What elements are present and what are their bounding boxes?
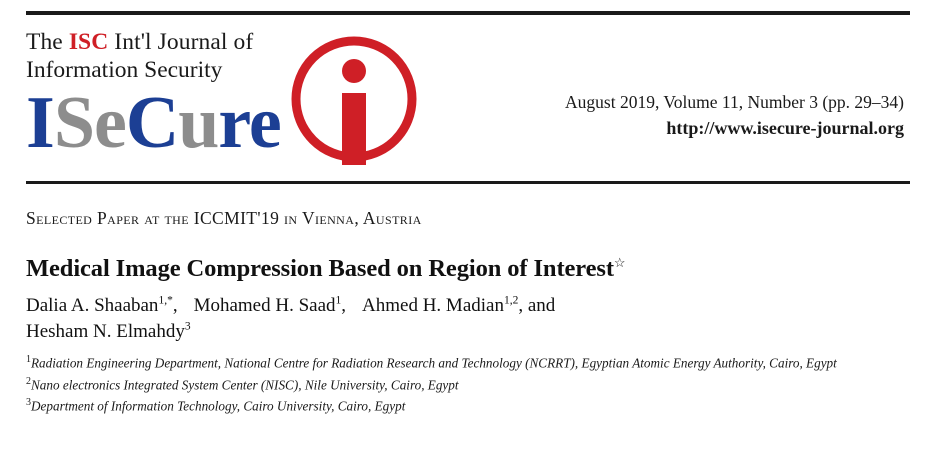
journal-header-page [0,11,936,465]
issue-date-volume: August 2019, Volume 11, Number 3 (pp. 29–34) [565,92,904,112]
wordmark-part-0: I [26,82,54,165]
isecure-emblem-icon [288,33,420,165]
affiliation-mark-0: 1 [26,354,31,366]
author-1: Mohamed H. Saad$^1$, [193,294,347,317]
journal-logo [26,15,446,165]
issue-info [565,15,910,142]
author-name-2: Ahmed H. Madian [362,295,504,317]
author-2 [362,295,518,316]
logo-text-intl-journal: Int'l Journal of [108,29,254,55]
author-marks-2: 1,2 [503,294,519,307]
affiliation-list [26,353,910,415]
journal-subtitle-line-2: Information Security [26,56,223,83]
title-text: Medical Image Compression Based on Region of Interest [26,255,614,283]
author-0: Dalia A. Shaaban$^{1,*}$, [26,294,178,317]
author-name-3: Hesham N. Elmahdy [26,320,185,342]
author-marks-0: 1,* [158,294,173,307]
wordmark-part-2: C [125,82,179,165]
affiliation-mark-2: 3 [26,396,31,408]
affiliation-text-2: Department of Information Technology, Cairo University, Cairo, Egypt [31,398,406,414]
logo-text-the: The [26,29,69,55]
masthead [26,15,910,175]
wordmark-part-3: u [178,82,219,165]
affiliation-mark-1: 2 [26,375,31,387]
author-name-0: Dalia A. Shaaban [26,295,159,317]
logo-text-isc: ISC [68,29,109,55]
journal-url[interactable]: http://www.isecure-journal.org [666,118,904,139]
affiliation-item [26,375,910,395]
author-marks-3: 3 [184,320,191,333]
author-3 [26,321,191,342]
affiliation-text-1: Nano electronics Integrated System Center (NISC), Nile University, Cairo, Egypt [31,376,459,392]
page-title [26,255,910,283]
author-name-1: Mohamed H. Saad [193,295,336,317]
affiliation-text-0: Radiation Engineering Department, National Centre for Radiation Research and Technology (NCRRT), Egyptian Atomic Energy Authority, Cairo, Egypt [31,355,837,371]
author-connector: , and [518,295,556,317]
author-marks-1: 1 [335,294,342,307]
author-list [26,293,910,344]
wordmark-part-4: re [218,82,281,165]
wordmark-part-1: Se [53,82,126,165]
affiliation-item [26,353,910,373]
masthead-bottom-divider [26,181,910,184]
affiliation-item [26,396,910,416]
section-note: Selected Paper at the ICCMIT'19 in Vienna, Austria [26,208,422,228]
title-footnote-marker: ☆ [613,255,626,270]
